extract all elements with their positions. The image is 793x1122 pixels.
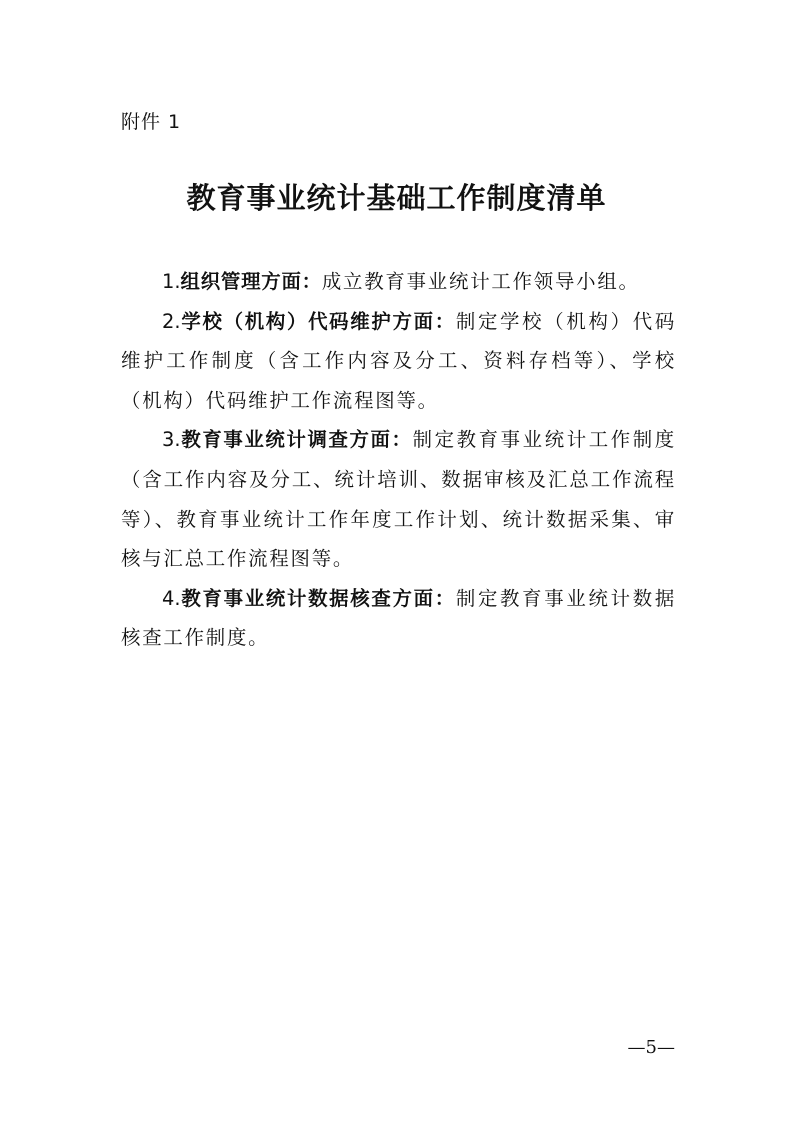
item-text: 制定教育事业统计工作制度（含工作内容及分工、统计培训、数据审核及汇总工作流程等）、教育事业统计工作年度工作计划、统计数据采集、审核与汇总工作流程图等。 <box>121 428 676 571</box>
item-text: 制定学校（机构）代码维护工作制度（含工作内容及分工、资料存档等）、学校（机构）代码维护工作流程图等。 <box>121 309 677 412</box>
page-number: —5— <box>627 1037 675 1058</box>
item-number: 2. <box>162 309 181 333</box>
item-number: 4. <box>162 586 181 610</box>
item-heading: 组织管理方面： <box>180 270 322 293</box>
document-title: 教育事业统计基础工作制度清单 <box>186 181 607 215</box>
item-heading: 教育事业统计数据核查方面： <box>180 586 456 610</box>
item-text: 成立教育事业统计工作领导小组。 <box>321 270 640 293</box>
attachment-label: 附件 1 <box>121 111 182 133</box>
item-text: 制定教育事业统计数据核查工作制度。 <box>121 586 677 650</box>
list-item-school-code-maintenance <box>121 302 676 421</box>
list-item-statistics-survey <box>121 420 676 578</box>
list-item-data-verification <box>121 579 676 658</box>
item-number: 1. <box>162 270 181 293</box>
item-heading: 学校（机构）代码维护方面： <box>180 309 456 333</box>
document-body <box>121 262 676 658</box>
item-heading: 教育事业统计调查方面： <box>180 428 413 452</box>
list-item-organization-management <box>121 262 676 302</box>
item-number: 3. <box>162 428 181 452</box>
